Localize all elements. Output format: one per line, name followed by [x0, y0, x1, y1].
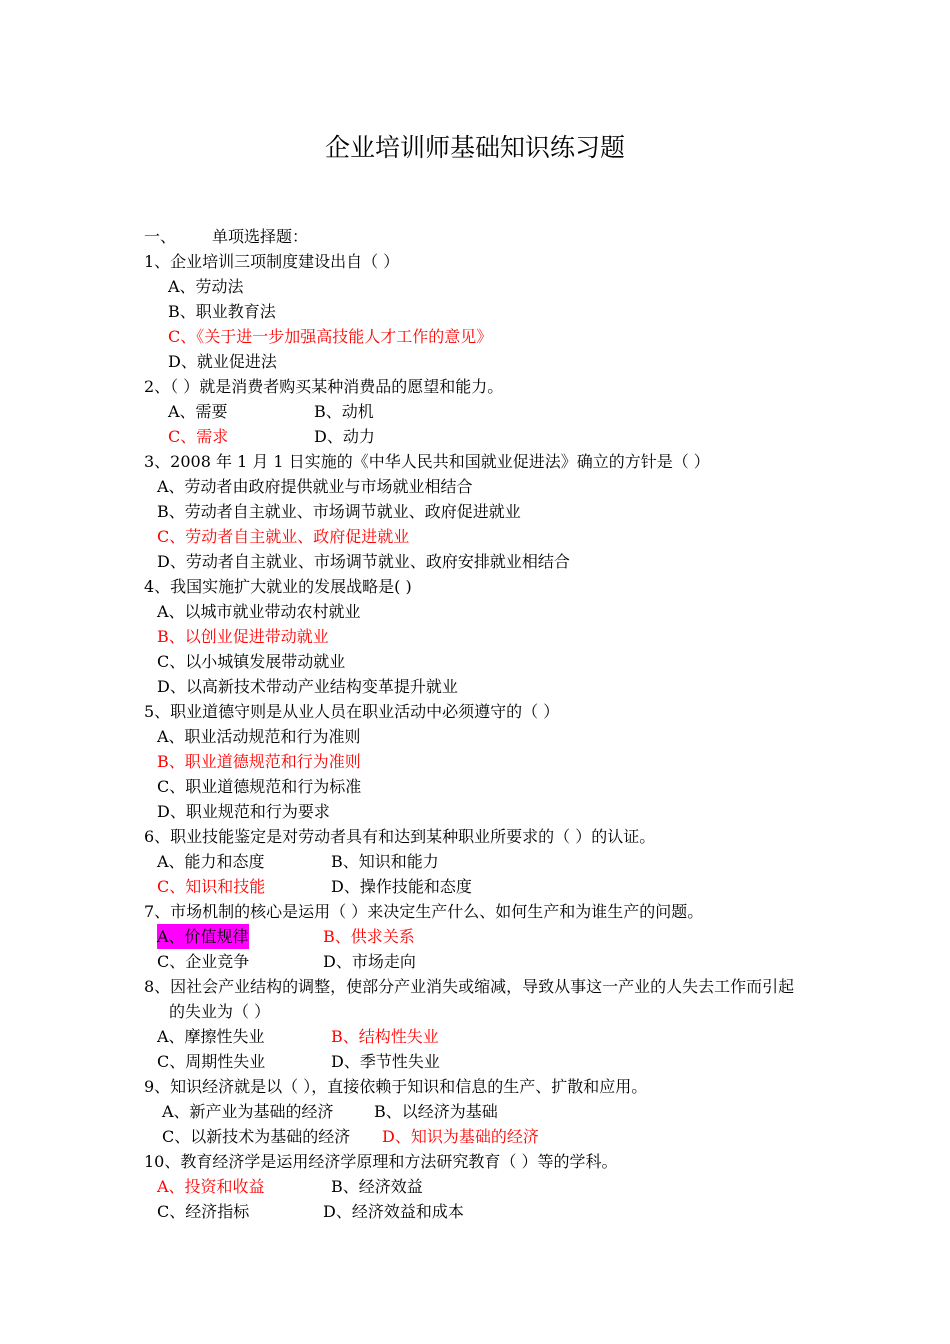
question-2-stem: 2、（ ）就是消费者购买某种消费品的愿望和能力。 — [144, 377, 504, 396]
question-6-option-c: C、知识和技能 — [157, 877, 266, 896]
question-4-option-d: D、以高新技术带动产业结构变革提升就业 — [157, 677, 458, 696]
question-10-option-b: B、经济效益 — [331, 1177, 423, 1196]
question-4-option-a: A、以城市就业带动农村就业 — [157, 602, 361, 621]
question-6-option-a: A、能力和态度 — [157, 852, 265, 871]
question-3-option-b: B、劳动者自主就业、市场调节就业、政府促进就业 — [157, 502, 521, 521]
question-4-option-b: B、以创业促进带动就业 — [157, 627, 329, 646]
question-5-option-b: B、职业道德规范和行为准则 — [157, 752, 361, 771]
question-2-option-c: C、需求 — [168, 427, 229, 446]
question-8-stem-continued: 的失业为（ ） — [169, 1002, 271, 1021]
question-8-option-b: B、结构性失业 — [331, 1027, 439, 1046]
question-4-option-c: C、以小城镇发展带动就业 — [157, 652, 346, 671]
question-3-option-a: A、劳动者由政府提供就业与市场就业相结合 — [157, 477, 473, 496]
question-3-option-d: D、劳动者自主就业、市场调节就业、政府安排就业相结合 — [157, 552, 570, 571]
question-1-option-d: D、就业促进法 — [168, 352, 277, 371]
section-title: 单项选择题： — [212, 227, 309, 246]
question-10-option-d: D、经济效益和成本 — [323, 1202, 464, 1221]
question-7-option-b: B、供求关系 — [323, 927, 415, 946]
question-9-option-d: D、知识为基础的经济 — [382, 1127, 539, 1146]
question-6-option-d: D、操作技能和态度 — [331, 877, 472, 896]
question-10-stem: 10、教育经济学是运用经济学原理和方法研究教育（ ）等的学科。 — [144, 1152, 618, 1171]
question-1-stem: 1、企业培训三项制度建设出自（ ） — [144, 252, 400, 271]
question-3-stem: 3、2008 年 1 月 1 日实施的《中华人民共和国就业促进法》确立的方针是（ ） — [144, 452, 710, 471]
question-3-option-c: C、劳动者自主就业、政府促进就业 — [157, 527, 410, 546]
section-number: 一、 — [144, 227, 177, 246]
question-1-option-c: C、《关于进一步加强高技能人才工作的意见》 — [168, 327, 493, 346]
question-9-option-b: B、以经济为基础 — [374, 1102, 498, 1121]
question-6-option-b: B、知识和能力 — [331, 852, 439, 871]
question-7-option-d: D、市场走向 — [323, 952, 416, 971]
question-8-option-d: D、季节性失业 — [331, 1052, 440, 1071]
question-6-stem: 6、职业技能鉴定是对劳动者具有和达到某种职业所要求的（ ）的认证。 — [144, 827, 656, 846]
question-1-option-b: B、职业教育法 — [168, 302, 276, 321]
question-7-option-a: A、价值规律 — [157, 924, 249, 949]
question-7-option-c: C、企业竞争 — [157, 952, 250, 971]
question-2-option-d: D、动力 — [314, 427, 375, 446]
question-1-option-a: A、劳动法 — [168, 277, 244, 296]
question-5-option-a: A、职业活动规范和行为准则 — [157, 727, 361, 746]
question-8-option-c: C、周期性失业 — [157, 1052, 266, 1071]
question-8-option-a: A、摩擦性失业 — [157, 1027, 265, 1046]
question-5-option-d: D、职业规范和行为要求 — [157, 802, 330, 821]
question-10-option-a: A、投资和收益 — [157, 1177, 265, 1196]
question-4-stem: 4、我国实施扩大就业的发展战略是( ) — [144, 577, 412, 596]
question-9-stem: 9、知识经济就是以（ ），直接依赖于知识和信息的生产、扩散和应用。 — [144, 1077, 648, 1096]
question-5-option-c: C、职业道德规范和行为标准 — [157, 777, 362, 796]
question-9-option-a: A、新产业为基础的经济 — [162, 1102, 334, 1121]
question-7-stem: 7、市场机制的核心是运用（ ）来决定生产什么、如何生产和为谁生产的问题。 — [144, 902, 704, 921]
question-9-option-c: C、以新技术为基础的经济 — [162, 1127, 351, 1146]
question-10-option-c: C、经济指标 — [157, 1202, 250, 1221]
page-title: 企业培训师基础知识练习题 — [324, 133, 625, 162]
question-2-option-b: B、动机 — [314, 402, 374, 421]
section-heading — [144, 224, 309, 249]
question-5-stem: 5、职业道德守则是从业人员在职业活动中必须遵守的（ ） — [144, 702, 560, 721]
question-2-option-a: A、需要 — [168, 402, 228, 421]
question-8-stem: 8、因社会产业结构的调整，使部分产业消失或缩减，导致从事这一产业的人失去工作而引起 — [144, 977, 795, 996]
